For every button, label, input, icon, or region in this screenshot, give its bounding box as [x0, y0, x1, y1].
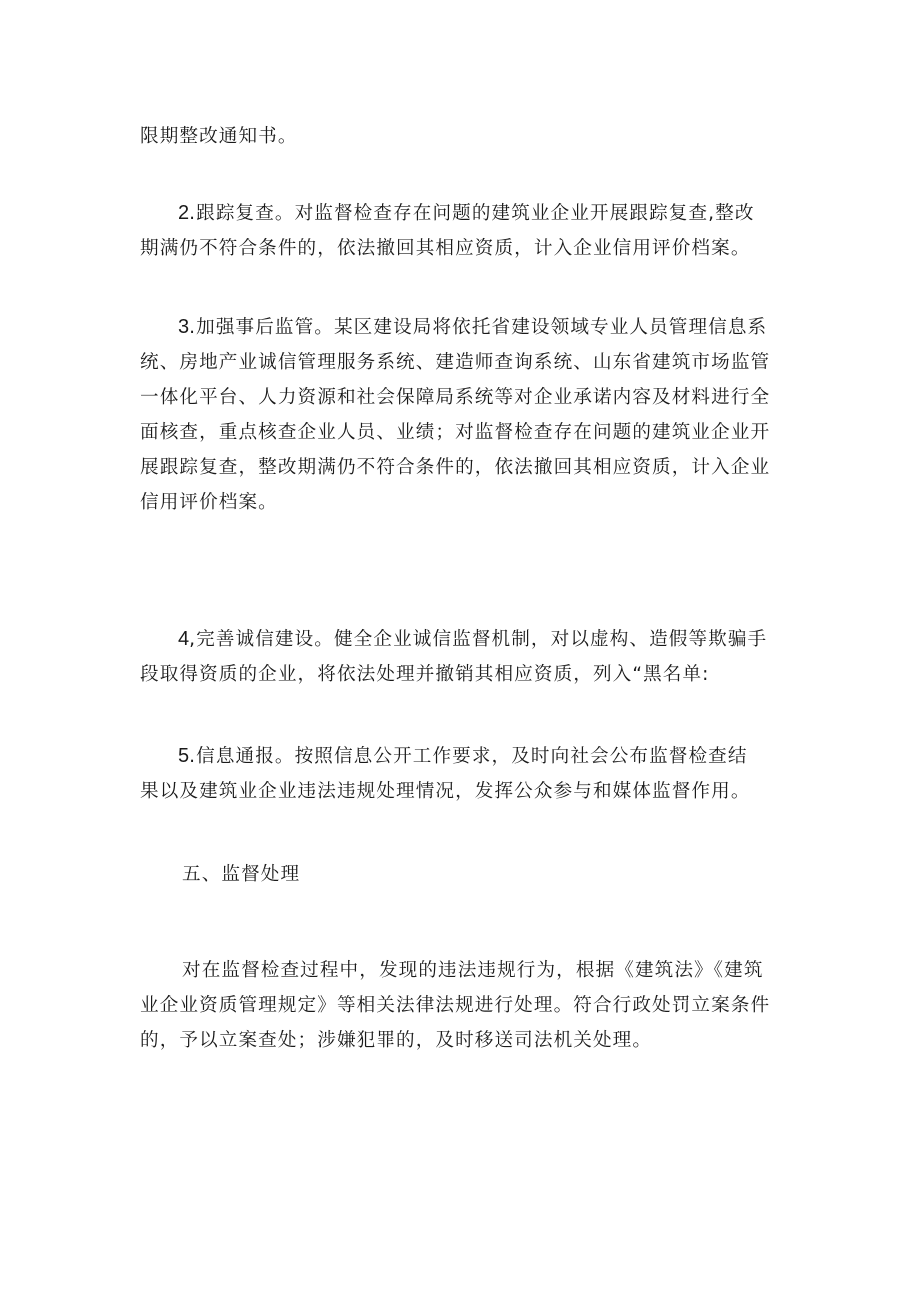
- paragraph-item-2: [140, 196, 790, 266]
- item-text: .信息通报。按照信息公开工作要求，及时向社会公布监督检查结: [189, 746, 748, 767]
- item-number: 5: [178, 745, 190, 767]
- text-line: 期满仍不符合条件的，依法撤回其相应资质，计入企业信用评价档案。: [140, 238, 751, 259]
- text-line: 展跟踪复查，整改期满仍不符合条件的，依法撤回其相应资质，计入企业: [140, 457, 771, 478]
- text-line: [140, 739, 790, 774]
- paragraph-item-3: [140, 310, 790, 520]
- text-line: 的，予以立案查处；涉嫌犯罪的，及时移送司法机关处理。: [140, 1030, 653, 1051]
- text-line: [140, 196, 790, 231]
- text-line: 限期整改通知书。: [140, 126, 298, 147]
- text-line: 面核查，重点核查企业人员、业绩；对监督检查存在问题的建筑业企业开: [140, 422, 771, 443]
- paragraph-body: [140, 953, 790, 1058]
- section-heading: 五、监督处理: [182, 864, 301, 885]
- text-line: [140, 622, 790, 657]
- text-line: 对在监督检查过程中，发现的违法违规行为，根据《建筑法》《建筑: [182, 960, 764, 981]
- paragraph-item-5: [140, 739, 790, 809]
- text-line: [140, 310, 790, 345]
- item-number: 2: [178, 202, 190, 224]
- item-text: ,完善诚信建设。健全企业诚信监督机制，对以虚构、造假等欺骗手: [189, 629, 768, 650]
- item-text: .加强事后监管。某区建设局将依托省建设领域专业人员管理信息系: [189, 317, 768, 338]
- text-line: 果以及建筑业企业违法违规处理情况，发挥公众参与和媒体监督作用。: [140, 781, 751, 802]
- text-line: 段取得资质的企业，将依法处理并撤销其相应资质，列入“黑名单:: [140, 664, 710, 685]
- paragraph-continuation: [140, 119, 790, 154]
- text-line: 一体化平台、人力资源和社会保障局系统等对企业承诺内容及材料进行全: [140, 387, 771, 408]
- item-number: 3: [178, 316, 190, 338]
- paragraph-item-4: [140, 622, 790, 692]
- text-line: 信用评价档案。: [140, 492, 278, 513]
- text-line: 统、房地产业诚信管理服务系统、建造师查询系统、山东省建筑市场监管: [140, 352, 771, 373]
- item-number: 4: [178, 628, 190, 650]
- item-text: .跟踪复查。对监督检查存在问题的建筑业企业开展跟踪复查,整改: [189, 203, 755, 224]
- text-line: 业企业资质管理规定》等相关法律法规进行处理。符合行政处罚立案条件: [140, 995, 771, 1016]
